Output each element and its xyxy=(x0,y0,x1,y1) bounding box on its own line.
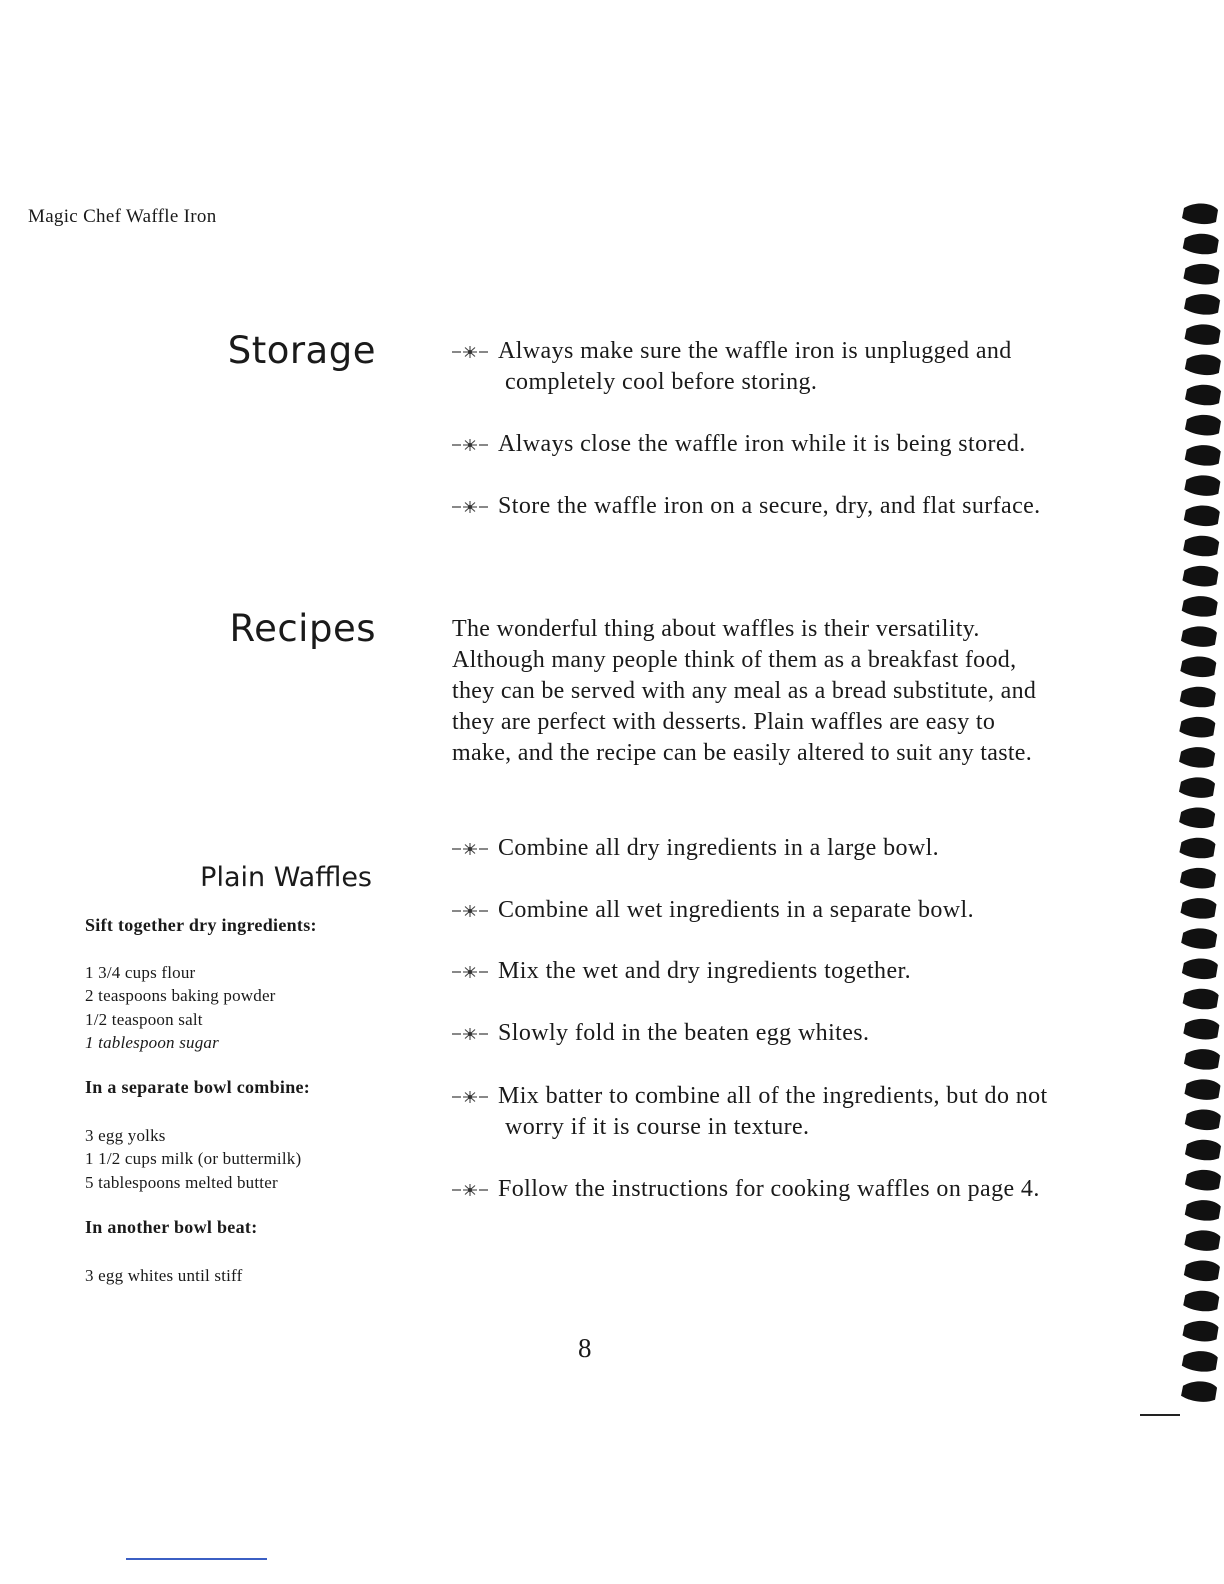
binding-coil xyxy=(1180,657,1216,678)
recipes-intro-line: The wonderful thing about waffles is their versatility. xyxy=(452,616,980,642)
recipes-intro-line: they are perfect with desserts. Plain waffles are easy to xyxy=(452,709,996,735)
recipe-steps xyxy=(452,1018,1142,1049)
storage-heading: Storage xyxy=(227,329,376,372)
beat-ingredients-heading: In another bowl beat: xyxy=(85,1217,258,1237)
binding-coil xyxy=(1182,204,1218,225)
recipe-step xyxy=(452,1018,1142,1049)
page-number: 8 xyxy=(578,1333,592,1363)
binding-coil xyxy=(1185,1200,1221,1221)
binding-coil xyxy=(1184,1079,1220,1100)
binding-coil xyxy=(1179,777,1215,798)
storage-list xyxy=(452,336,1142,398)
binding-coil xyxy=(1179,717,1215,738)
binding-coil xyxy=(1184,1049,1220,1070)
wet-ingredients-heading: In a separate bowl combine: xyxy=(85,1077,311,1097)
binding-coil xyxy=(1183,234,1219,255)
binding-coil xyxy=(1183,536,1219,557)
ornament-bullet-icon xyxy=(452,905,488,917)
ornament-bullet-icon xyxy=(452,1184,488,1196)
binding-coil xyxy=(1184,1261,1220,1282)
binding-coil xyxy=(1184,475,1220,496)
recipe-step-line: Mix the wet and dry ingredients together. xyxy=(498,958,911,984)
storage-item xyxy=(452,491,1142,522)
ingredient: 1 tablespoon sugar xyxy=(85,1032,219,1052)
binding-coil xyxy=(1183,1321,1219,1342)
recipe-step-line: Combine all dry ingredients in a large bowl. xyxy=(498,835,940,861)
ingredient: 1 3/4 cups flour xyxy=(85,963,196,982)
binding-coil xyxy=(1180,868,1216,889)
binding-coil xyxy=(1183,264,1219,285)
recipe-steps xyxy=(452,895,1142,926)
ingredient: 1 1/2 cups milk (or buttermilk) xyxy=(85,1149,302,1169)
recipes-intro-line: Although many people think of them as a breakfast food, xyxy=(452,647,1017,673)
recipe-step xyxy=(452,956,1142,987)
recipe-steps xyxy=(452,956,1142,987)
recipe-step-line: Combine all wet ingredients in a separate bowl. xyxy=(498,897,975,923)
wet-ingredients-list xyxy=(85,1124,405,1194)
binding-coil xyxy=(1179,808,1215,829)
binding-coil xyxy=(1182,959,1218,980)
recipes-heading: Recipes xyxy=(229,607,376,650)
ingredient: 1/2 teaspoon salt xyxy=(85,1009,203,1029)
storage-item-line: Always close the waffle iron while it is being stored. xyxy=(498,431,1026,457)
binding-coil xyxy=(1185,445,1221,466)
binding-coil xyxy=(1184,294,1220,315)
ingredient: 3 egg whites until stiff xyxy=(85,1266,243,1285)
spiral-binding xyxy=(1140,200,1224,1430)
binding-coil xyxy=(1185,1170,1221,1191)
binding-coil xyxy=(1179,747,1215,768)
binding-coil xyxy=(1183,1291,1219,1312)
binding-coil xyxy=(1183,1019,1219,1040)
storage-item-line: Always make sure the waffle iron is unplugged and xyxy=(498,338,1012,364)
binding-coil xyxy=(1185,1140,1221,1161)
recipe-step-line: Slowly fold in the beaten egg whites. xyxy=(498,1020,870,1046)
binding-coil xyxy=(1185,1110,1221,1131)
binding-coil xyxy=(1184,506,1220,527)
binding-coil xyxy=(1181,1381,1217,1402)
recipe-step-line: Follow the instructions for cooking waffles on page 4. xyxy=(498,1176,1040,1202)
recipes-intro-line: they can be served with any meal as a bread substitute, and xyxy=(452,678,1037,704)
binding-coil xyxy=(1180,687,1216,708)
recipe-step-line: Mix batter to combine all of the ingredients, but do not xyxy=(498,1083,1048,1109)
binding-coil xyxy=(1180,898,1216,919)
recipe-steps xyxy=(452,833,1142,864)
storage-list xyxy=(452,429,1142,460)
ingredient: 2 teaspoons baking powder xyxy=(85,986,276,1006)
binding-coil xyxy=(1185,385,1221,406)
binding-coil xyxy=(1181,928,1217,949)
binding-coil xyxy=(1179,838,1215,859)
storage-item-line: completely cool before storing. xyxy=(505,369,818,395)
recipe-steps xyxy=(452,1174,1142,1205)
beat-ingredients-list xyxy=(85,1264,405,1287)
binding-coil xyxy=(1185,415,1221,436)
recipe-step xyxy=(452,1174,1142,1205)
storage-list xyxy=(452,491,1142,522)
plain-waffles-heading: Plain Waffles xyxy=(200,862,372,893)
binding-coil xyxy=(1185,355,1221,376)
running-head: Magic Chef Waffle Iron xyxy=(28,206,217,227)
ornament-bullet-icon xyxy=(452,1091,488,1103)
recipe-step xyxy=(452,833,1142,864)
storage-item-line: Store the waffle iron on a secure, dry, and flat surface. xyxy=(498,493,1041,519)
binding-coil xyxy=(1185,324,1221,345)
binding-coil xyxy=(1181,626,1217,647)
recipe-step-line: worry if it is course in texture. xyxy=(505,1114,810,1140)
recipes-intro-line: make, and the recipe can be easily altered to suit any taste. xyxy=(452,740,1033,766)
ornament-bullet-icon xyxy=(452,1028,488,1040)
binding-coil xyxy=(1182,1351,1218,1372)
ingredient: 5 tablespoons melted butter xyxy=(85,1172,278,1192)
ornament-bullet-icon xyxy=(452,501,488,513)
footer-rule xyxy=(126,1558,267,1560)
binding-coil xyxy=(1182,566,1218,587)
storage-item xyxy=(452,336,1142,398)
binding-coil xyxy=(1183,989,1219,1010)
storage-item xyxy=(452,429,1142,460)
ornament-bullet-icon xyxy=(452,966,488,978)
recipe-step xyxy=(452,1081,1142,1143)
binding-coil xyxy=(1182,596,1218,617)
recipes-intro xyxy=(452,614,1152,769)
ornament-bullet-icon xyxy=(452,439,488,451)
recipe-step xyxy=(452,895,1142,926)
dry-ingredients-heading: Sift together dry ingredients: xyxy=(85,915,317,935)
dry-ingredients-list xyxy=(85,961,405,1054)
recipe-steps xyxy=(452,1081,1142,1143)
ornament-bullet-icon xyxy=(452,843,488,855)
ornament-bullet-icon xyxy=(452,346,488,358)
ingredient: 3 egg yolks xyxy=(85,1126,166,1145)
binding-coil xyxy=(1184,1230,1220,1251)
